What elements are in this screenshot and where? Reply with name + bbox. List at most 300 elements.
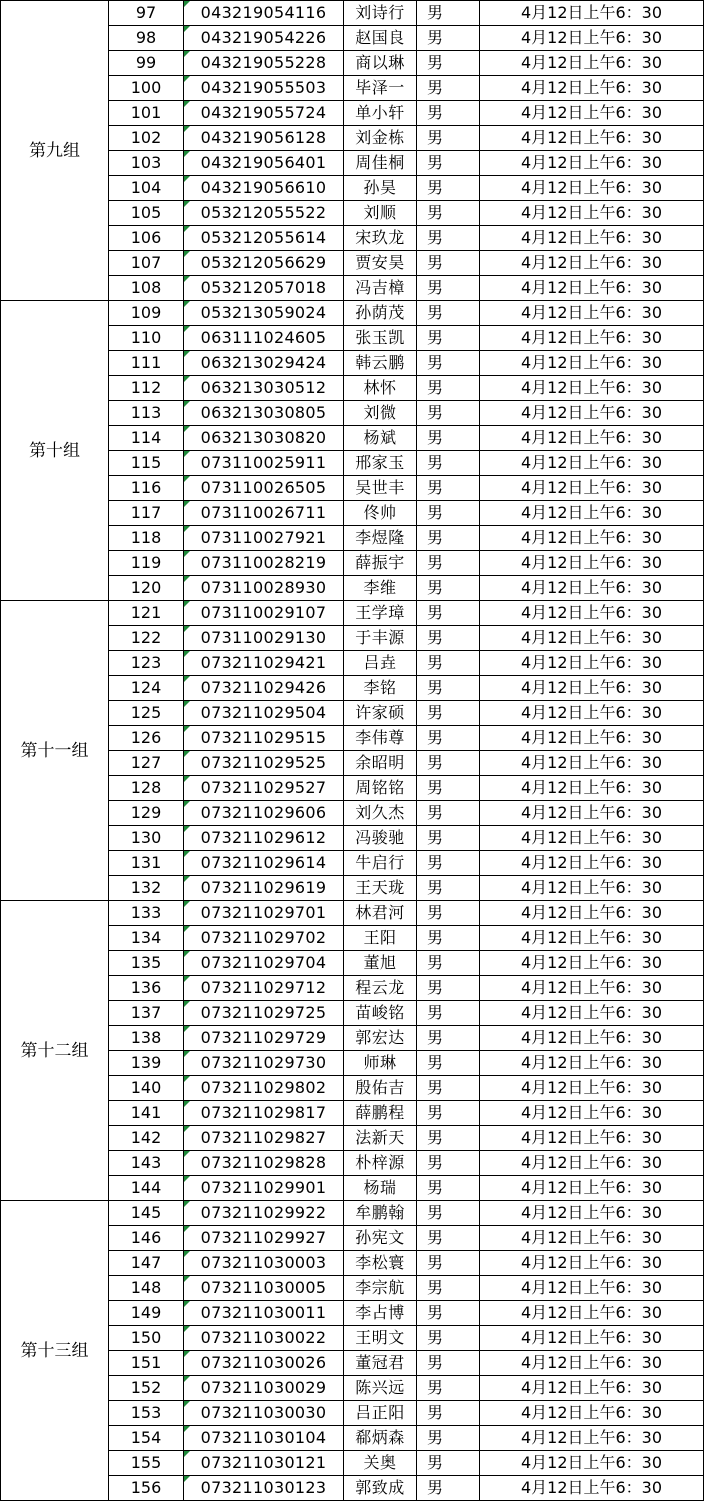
student-id-cell: 043219056401 (184, 151, 344, 176)
seq-number-cell: 132 (109, 876, 184, 901)
gender-cell: 男 (417, 751, 480, 776)
time-cell: 4月12日上午6：30 (480, 276, 704, 301)
student-name-cell: 吴世丰 (344, 476, 417, 501)
student-id-cell: 063213030805 (184, 401, 344, 426)
gender-cell: 男 (417, 1376, 480, 1401)
time-cell: 4月12日上午6：30 (480, 1226, 704, 1251)
seq-number-cell: 144 (109, 1176, 184, 1201)
student-id-cell: 073211029927 (184, 1226, 344, 1251)
seq-number-cell: 110 (109, 326, 184, 351)
gender-cell: 男 (417, 276, 480, 301)
student-name-cell: 郭宏达 (344, 1026, 417, 1051)
student-name-cell: 贾安昊 (344, 251, 417, 276)
seq-number-cell: 107 (109, 251, 184, 276)
group-name-cell: 第十二组 (1, 901, 109, 1201)
student-id-cell: 073110026711 (184, 501, 344, 526)
student-name-cell: 孙宪文 (344, 1226, 417, 1251)
seq-number-cell: 147 (109, 1251, 184, 1276)
student-name-cell: 李铭 (344, 676, 417, 701)
student-id-cell: 043219054226 (184, 26, 344, 51)
time-cell: 4月12日上午6：30 (480, 1201, 704, 1226)
seq-number-cell: 121 (109, 601, 184, 626)
time-cell: 4月12日上午6：30 (480, 1151, 704, 1176)
seq-number-cell: 114 (109, 426, 184, 451)
time-cell: 4月12日上午6：30 (480, 776, 704, 801)
gender-cell: 男 (417, 651, 480, 676)
gender-cell: 男 (417, 1351, 480, 1376)
student-id-cell: 073211030121 (184, 1451, 344, 1476)
student-id-cell: 053213059024 (184, 301, 344, 326)
student-name-cell: 王阳 (344, 926, 417, 951)
gender-cell: 男 (417, 76, 480, 101)
student-id-cell: 073211030022 (184, 1326, 344, 1351)
gender-cell: 男 (417, 1476, 480, 1501)
time-cell: 4月12日上午6：30 (480, 51, 704, 76)
time-cell: 4月12日上午6：30 (480, 1376, 704, 1401)
seq-number-cell: 112 (109, 376, 184, 401)
seq-number-cell: 134 (109, 926, 184, 951)
student-name-cell: 刘久杰 (344, 801, 417, 826)
seq-number-cell: 120 (109, 576, 184, 601)
time-cell: 4月12日上午6：30 (480, 351, 704, 376)
gender-cell: 男 (417, 926, 480, 951)
time-cell: 4月12日上午6：30 (480, 151, 704, 176)
student-id-cell: 043219054116 (184, 1, 344, 26)
table-row (1, 1, 704, 26)
gender-cell: 男 (417, 951, 480, 976)
student-id-cell: 073211029701 (184, 901, 344, 926)
student-name-cell: 商以琳 (344, 51, 417, 76)
gender-cell: 男 (417, 101, 480, 126)
student-name-cell: 薛鹏程 (344, 1101, 417, 1126)
student-id-cell: 073211029619 (184, 876, 344, 901)
seq-number-cell: 126 (109, 726, 184, 751)
student-id-cell: 073211029901 (184, 1176, 344, 1201)
seq-number-cell: 119 (109, 551, 184, 576)
student-name-cell: 李松寰 (344, 1251, 417, 1276)
gender-cell: 男 (417, 226, 480, 251)
seq-number-cell: 135 (109, 951, 184, 976)
student-id-cell: 073211029922 (184, 1201, 344, 1226)
seq-number-cell: 127 (109, 751, 184, 776)
student-id-cell: 073211029828 (184, 1151, 344, 1176)
student-name-cell: 赵国良 (344, 26, 417, 51)
student-name-cell: 董冠君 (344, 1351, 417, 1376)
student-id-cell: 073211029729 (184, 1026, 344, 1051)
gender-cell: 男 (417, 576, 480, 601)
time-cell: 4月12日上午6：30 (480, 126, 704, 151)
student-name-cell: 程云龙 (344, 976, 417, 1001)
seq-number-cell: 111 (109, 351, 184, 376)
gender-cell: 男 (417, 801, 480, 826)
seq-number-cell: 141 (109, 1101, 184, 1126)
student-id-cell: 073211029525 (184, 751, 344, 776)
time-cell: 4月12日上午6：30 (480, 826, 704, 851)
student-name-cell: 许家硕 (344, 701, 417, 726)
gender-cell: 男 (417, 176, 480, 201)
student-name-cell: 韩云鹏 (344, 351, 417, 376)
seq-number-cell: 153 (109, 1401, 184, 1426)
student-name-cell: 吕正阳 (344, 1401, 417, 1426)
student-id-cell: 063111024605 (184, 326, 344, 351)
time-cell: 4月12日上午6：30 (480, 1051, 704, 1076)
gender-cell: 男 (417, 626, 480, 651)
student-name-cell: 牟鹏翰 (344, 1201, 417, 1226)
gender-cell: 男 (417, 201, 480, 226)
student-name-cell: 林怀 (344, 376, 417, 401)
student-id-cell: 073211029704 (184, 951, 344, 976)
gender-cell: 男 (417, 1151, 480, 1176)
time-cell: 4月12日上午6：30 (480, 1326, 704, 1351)
time-cell: 4月12日上午6：30 (480, 401, 704, 426)
seq-number-cell: 105 (109, 201, 184, 226)
seq-number-cell: 122 (109, 626, 184, 651)
gender-cell: 男 (417, 126, 480, 151)
time-cell: 4月12日上午6：30 (480, 1401, 704, 1426)
time-cell: 4月12日上午6：30 (480, 926, 704, 951)
seq-number-cell: 155 (109, 1451, 184, 1476)
time-cell: 4月12日上午6：30 (480, 376, 704, 401)
time-cell: 4月12日上午6：30 (480, 1426, 704, 1451)
gender-cell: 男 (417, 601, 480, 626)
student-name-cell: 陈兴远 (344, 1376, 417, 1401)
seq-number-cell: 101 (109, 101, 184, 126)
seq-number-cell: 145 (109, 1201, 184, 1226)
time-cell: 4月12日上午6：30 (480, 1251, 704, 1276)
time-cell: 4月12日上午6：30 (480, 251, 704, 276)
student-name-cell: 殷佑吉 (344, 1076, 417, 1101)
seq-number-cell: 98 (109, 26, 184, 51)
gender-cell: 男 (417, 976, 480, 1001)
time-cell: 4月12日上午6：30 (480, 726, 704, 751)
gender-cell: 男 (417, 376, 480, 401)
seq-number-cell: 115 (109, 451, 184, 476)
table-row (1, 901, 704, 926)
student-name-cell: 董旭 (344, 951, 417, 976)
student-name-cell: 王学璋 (344, 601, 417, 626)
time-cell: 4月12日上午6：30 (480, 501, 704, 526)
seq-number-cell: 133 (109, 901, 184, 926)
student-name-cell: 于丰源 (344, 626, 417, 651)
gender-cell: 男 (417, 401, 480, 426)
student-name-cell: 关奥 (344, 1451, 417, 1476)
student-id-cell: 073211029827 (184, 1126, 344, 1151)
student-id-cell: 073211029515 (184, 726, 344, 751)
seq-number-cell: 142 (109, 1126, 184, 1151)
student-id-cell: 073211029725 (184, 1001, 344, 1026)
group-name-cell: 第十一组 (1, 601, 109, 901)
gender-cell: 男 (417, 851, 480, 876)
student-name-cell: 刘微 (344, 401, 417, 426)
student-name-cell: 冯吉樟 (344, 276, 417, 301)
student-name-cell: 周佳桐 (344, 151, 417, 176)
seq-number-cell: 100 (109, 76, 184, 101)
seq-number-cell: 140 (109, 1076, 184, 1101)
seq-number-cell: 136 (109, 976, 184, 1001)
time-cell: 4月12日上午6：30 (480, 901, 704, 926)
seq-number-cell: 152 (109, 1376, 184, 1401)
group-name-cell: 第十组 (1, 301, 109, 601)
table-row (1, 301, 704, 326)
gender-cell: 男 (417, 1, 480, 26)
student-id-cell: 073110028219 (184, 551, 344, 576)
seq-number-cell: 150 (109, 1326, 184, 1351)
student-name-cell: 朴梓源 (344, 1151, 417, 1176)
student-name-cell: 杨瑞 (344, 1176, 417, 1201)
student-id-cell: 073211029504 (184, 701, 344, 726)
student-id-cell: 073211029817 (184, 1101, 344, 1126)
seq-number-cell: 149 (109, 1301, 184, 1326)
table-row (1, 601, 704, 626)
time-cell: 4月12日上午6：30 (480, 1076, 704, 1101)
time-cell: 4月12日上午6：30 (480, 876, 704, 901)
time-cell: 4月12日上午6：30 (480, 951, 704, 976)
student-name-cell: 刘金栋 (344, 126, 417, 151)
seq-number-cell: 104 (109, 176, 184, 201)
gender-cell: 男 (417, 726, 480, 751)
student-id-cell: 043219055724 (184, 101, 344, 126)
student-id-cell: 073110026505 (184, 476, 344, 501)
student-name-cell: 李伟尊 (344, 726, 417, 751)
gender-cell: 男 (417, 501, 480, 526)
student-name-cell: 郗炳森 (344, 1426, 417, 1451)
time-cell: 4月12日上午6：30 (480, 176, 704, 201)
student-id-cell: 063213029424 (184, 351, 344, 376)
roster-body (1, 1, 704, 1501)
seq-number-cell: 148 (109, 1276, 184, 1301)
student-name-cell: 薛振宇 (344, 551, 417, 576)
seq-number-cell: 139 (109, 1051, 184, 1076)
time-cell: 4月12日上午6：30 (480, 426, 704, 451)
seq-number-cell: 118 (109, 526, 184, 551)
student-name-cell: 宋玖龙 (344, 226, 417, 251)
time-cell: 4月12日上午6：30 (480, 201, 704, 226)
time-cell: 4月12日上午6：30 (480, 476, 704, 501)
seq-number-cell: 102 (109, 126, 184, 151)
student-id-cell: 053212055614 (184, 226, 344, 251)
student-name-cell: 刘诗行 (344, 1, 417, 26)
seq-number-cell: 117 (109, 501, 184, 526)
student-name-cell: 余昭明 (344, 751, 417, 776)
gender-cell: 男 (417, 551, 480, 576)
time-cell: 4月12日上午6：30 (480, 101, 704, 126)
gender-cell: 男 (417, 1426, 480, 1451)
gender-cell: 男 (417, 251, 480, 276)
student-name-cell: 杨斌 (344, 426, 417, 451)
gender-cell: 男 (417, 351, 480, 376)
student-name-cell: 张玉凯 (344, 326, 417, 351)
time-cell: 4月12日上午6：30 (480, 676, 704, 701)
student-id-cell: 073211029614 (184, 851, 344, 876)
student-name-cell: 孙荫茂 (344, 301, 417, 326)
student-id-cell: 063213030820 (184, 426, 344, 451)
gender-cell: 男 (417, 1176, 480, 1201)
student-id-cell: 073211030030 (184, 1401, 344, 1426)
time-cell: 4月12日上午6：30 (480, 1276, 704, 1301)
seq-number-cell: 156 (109, 1476, 184, 1501)
student-id-cell: 073110029130 (184, 626, 344, 651)
student-name-cell: 毕泽一 (344, 76, 417, 101)
time-cell: 4月12日上午6：30 (480, 576, 704, 601)
student-name-cell: 师琳 (344, 1051, 417, 1076)
seq-number-cell: 143 (109, 1151, 184, 1176)
time-cell: 4月12日上午6：30 (480, 76, 704, 101)
student-name-cell: 苗峻铭 (344, 1001, 417, 1026)
gender-cell: 男 (417, 1326, 480, 1351)
time-cell: 4月12日上午6：30 (480, 1026, 704, 1051)
student-id-cell: 073211029612 (184, 826, 344, 851)
time-cell: 4月12日上午6：30 (480, 976, 704, 1001)
student-id-cell: 053212055522 (184, 201, 344, 226)
seq-number-cell: 108 (109, 276, 184, 301)
gender-cell: 男 (417, 876, 480, 901)
gender-cell: 男 (417, 426, 480, 451)
time-cell: 4月12日上午6：30 (480, 1351, 704, 1376)
time-cell: 4月12日上午6：30 (480, 1101, 704, 1126)
gender-cell: 男 (417, 51, 480, 76)
gender-cell: 男 (417, 1051, 480, 1076)
gender-cell: 男 (417, 1126, 480, 1151)
student-id-cell: 073211030029 (184, 1376, 344, 1401)
student-id-cell: 073211030026 (184, 1351, 344, 1376)
time-cell: 4月12日上午6：30 (480, 626, 704, 651)
group-name-cell: 第十三组 (1, 1201, 109, 1501)
time-cell: 4月12日上午6：30 (480, 601, 704, 626)
time-cell: 4月12日上午6：30 (480, 301, 704, 326)
student-name-cell: 孙昊 (344, 176, 417, 201)
time-cell: 4月12日上午6：30 (480, 551, 704, 576)
seq-number-cell: 116 (109, 476, 184, 501)
student-name-cell: 王明文 (344, 1326, 417, 1351)
seq-number-cell: 138 (109, 1026, 184, 1051)
seq-number-cell: 130 (109, 826, 184, 851)
seq-number-cell: 124 (109, 676, 184, 701)
seq-number-cell: 99 (109, 51, 184, 76)
time-cell: 4月12日上午6：30 (480, 701, 704, 726)
student-name-cell: 王天珑 (344, 876, 417, 901)
student-name-cell: 周铭铭 (344, 776, 417, 801)
student-id-cell: 073110025911 (184, 451, 344, 476)
student-name-cell: 冯骏驰 (344, 826, 417, 851)
gender-cell: 男 (417, 1201, 480, 1226)
seq-number-cell: 146 (109, 1226, 184, 1251)
gender-cell: 男 (417, 1451, 480, 1476)
student-name-cell: 佟帅 (344, 501, 417, 526)
gender-cell: 男 (417, 1226, 480, 1251)
student-name-cell: 林君河 (344, 901, 417, 926)
time-cell: 4月12日上午6：30 (480, 1, 704, 26)
gender-cell: 男 (417, 526, 480, 551)
time-cell: 4月12日上午6：30 (480, 1451, 704, 1476)
time-cell: 4月12日上午6：30 (480, 651, 704, 676)
student-name-cell: 吕垚 (344, 651, 417, 676)
gender-cell: 男 (417, 451, 480, 476)
gender-cell: 男 (417, 476, 480, 501)
gender-cell: 男 (417, 776, 480, 801)
seq-number-cell: 97 (109, 1, 184, 26)
time-cell: 4月12日上午6：30 (480, 1176, 704, 1201)
seq-number-cell: 154 (109, 1426, 184, 1451)
gender-cell: 男 (417, 26, 480, 51)
student-id-cell: 043219056128 (184, 126, 344, 151)
student-id-cell: 043219055503 (184, 76, 344, 101)
time-cell: 4月12日上午6：30 (480, 451, 704, 476)
seq-number-cell: 151 (109, 1351, 184, 1376)
student-name-cell: 李煜隆 (344, 526, 417, 551)
group-name-cell: 第九组 (1, 1, 109, 301)
time-cell: 4月12日上午6：30 (480, 801, 704, 826)
student-id-cell: 073211029802 (184, 1076, 344, 1101)
student-id-cell: 073211029606 (184, 801, 344, 826)
gender-cell: 男 (417, 301, 480, 326)
seq-number-cell: 113 (109, 401, 184, 426)
student-name-cell: 李宗航 (344, 1276, 417, 1301)
time-cell: 4月12日上午6：30 (480, 26, 704, 51)
table-row (1, 1201, 704, 1226)
gender-cell: 男 (417, 701, 480, 726)
student-id-cell: 073211029426 (184, 676, 344, 701)
gender-cell: 男 (417, 901, 480, 926)
seq-number-cell: 106 (109, 226, 184, 251)
student-name-cell: 李维 (344, 576, 417, 601)
student-id-cell: 073211030003 (184, 1251, 344, 1276)
student-name-cell: 邢家玉 (344, 451, 417, 476)
student-id-cell: 043219056610 (184, 176, 344, 201)
student-id-cell: 053212057018 (184, 276, 344, 301)
student-id-cell: 073110027921 (184, 526, 344, 551)
student-id-cell: 073211029702 (184, 926, 344, 951)
time-cell: 4月12日上午6：30 (480, 526, 704, 551)
seq-number-cell: 129 (109, 801, 184, 826)
gender-cell: 男 (417, 1301, 480, 1326)
seq-number-cell: 131 (109, 851, 184, 876)
student-id-cell: 073211029527 (184, 776, 344, 801)
student-name-cell: 刘顺 (344, 201, 417, 226)
student-name-cell: 郭致成 (344, 1476, 417, 1501)
student-name-cell: 李占博 (344, 1301, 417, 1326)
student-id-cell: 073211030011 (184, 1301, 344, 1326)
student-id-cell: 073110029107 (184, 601, 344, 626)
gender-cell: 男 (417, 326, 480, 351)
seq-number-cell: 125 (109, 701, 184, 726)
student-id-cell: 073211030104 (184, 1426, 344, 1451)
time-cell: 4月12日上午6：30 (480, 326, 704, 351)
student-id-cell: 073211029712 (184, 976, 344, 1001)
student-id-cell: 073110028930 (184, 576, 344, 601)
time-cell: 4月12日上午6：30 (480, 226, 704, 251)
time-cell: 4月12日上午6：30 (480, 851, 704, 876)
gender-cell: 男 (417, 1101, 480, 1126)
student-id-cell: 073211029421 (184, 651, 344, 676)
gender-cell: 男 (417, 1251, 480, 1276)
student-id-cell: 073211029730 (184, 1051, 344, 1076)
student-id-cell: 063213030512 (184, 376, 344, 401)
student-id-cell: 043219055228 (184, 51, 344, 76)
time-cell: 4月12日上午6：30 (480, 1301, 704, 1326)
student-name-cell: 法新天 (344, 1126, 417, 1151)
gender-cell: 男 (417, 1001, 480, 1026)
student-name-cell: 牛启行 (344, 851, 417, 876)
gender-cell: 男 (417, 1401, 480, 1426)
student-name-cell: 单小轩 (344, 101, 417, 126)
gender-cell: 男 (417, 1076, 480, 1101)
gender-cell: 男 (417, 1026, 480, 1051)
seq-number-cell: 123 (109, 651, 184, 676)
seq-number-cell: 128 (109, 776, 184, 801)
gender-cell: 男 (417, 676, 480, 701)
seq-number-cell: 103 (109, 151, 184, 176)
time-cell: 4月12日上午6：30 (480, 751, 704, 776)
